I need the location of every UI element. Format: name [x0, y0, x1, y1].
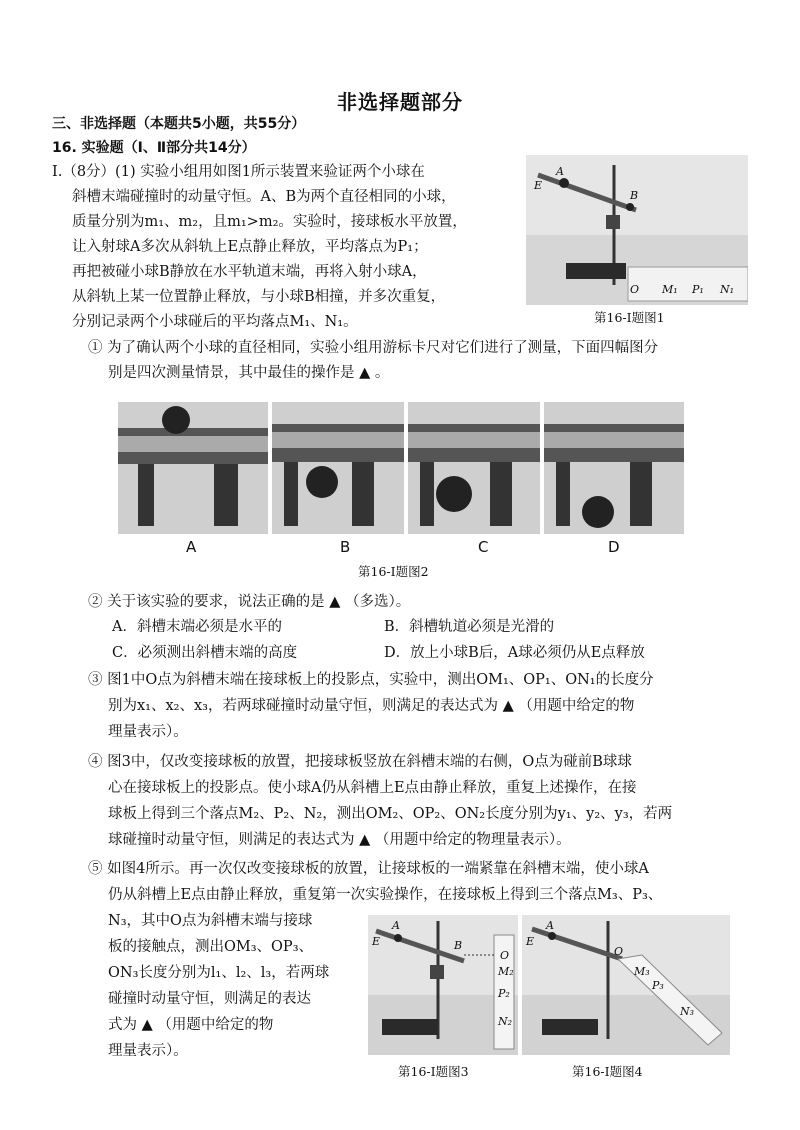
question-16-heading: 16. 实验题（Ⅰ、Ⅱ部分共14分）: [52, 140, 256, 156]
q5-line: 理量表示）。: [108, 1043, 188, 1059]
fig4-label-e: E: [526, 935, 535, 948]
q4-line: 球碰撞时动量守恒，则满足的表达式为 ▲ （用题中给定的物理量表示）。: [108, 832, 571, 848]
fig3-label-m: M₂: [498, 965, 514, 978]
q1-line: ① 为了确认两个小球的直径相同，实验小组用游标卡尺对它们进行了测量，下面四幅图分: [88, 340, 659, 356]
fig4-label-n: N₃: [680, 1005, 695, 1018]
figure-3-photo: [368, 915, 518, 1055]
figure-1-photo: [526, 155, 748, 305]
fig3-label-o: O: [500, 949, 510, 962]
intro-line: 分别记录两个小球碰后的平均落点M₁、N₁。: [72, 314, 358, 330]
fig1-label-a: A: [556, 165, 564, 178]
fig4-label-p: P₃: [652, 979, 664, 992]
caliper-label-b: B: [340, 538, 351, 556]
q5-line: 式为 ▲ （用题中给定的物: [108, 1017, 274, 1033]
q3-line: 理量表示）。: [108, 724, 188, 740]
fig1-label-n: N₁: [720, 283, 735, 296]
caliper-label-d: D: [608, 538, 620, 556]
fig3-label-e: E: [372, 935, 381, 948]
caliper-photo-a: [118, 402, 268, 534]
q2-stem: ② 关于该实验的要求，说法正确的是 ▲ （多选）。: [88, 594, 411, 610]
figure-2-caption: 第16-Ⅰ题图2: [358, 564, 429, 579]
caliper-b-illustration: [272, 402, 404, 534]
caliper-d-illustration: [544, 402, 684, 534]
caliper-label-a: A: [186, 538, 197, 556]
q5-line: ON₃长度分别为l₁、l₂、l₃，若两球: [108, 965, 330, 981]
intro-line: 再把被碰小球B静放在水平轨道末端，再将入射小球A，: [72, 264, 427, 280]
intro-line: 斜槽末端碰撞时的动量守恒。A、B为两个直径相同的小球，: [72, 189, 456, 205]
caliper-photo-b: [272, 402, 404, 534]
fig1-label-p: P₁: [692, 283, 704, 296]
q1-line: 别是四次测量情景，其中最佳的操作是 ▲ 。: [108, 365, 390, 381]
caliper-label-c: C: [478, 538, 489, 556]
fig1-label-m: M₁: [662, 283, 678, 296]
fig3-label-n: N₂: [498, 1015, 513, 1028]
q4-line: 球板上得到三个落点M₂、P₂、N₂，测出OM₂、OP₂、ON₂长度分别为y₁、y₂、y₃，若两: [108, 806, 673, 822]
figure-3-illustration: [368, 915, 518, 1055]
q2-option-c: C．必须测出斜槽末端的高度: [112, 645, 298, 661]
q2-option-b: B．斜槽轨道必须是光滑的: [384, 619, 555, 635]
fig1-label-e: E: [534, 179, 543, 192]
figure-1-caption: 第16-Ⅰ题图1: [594, 310, 665, 325]
caliper-photo-d: [544, 402, 684, 534]
q4-line: ④ 图3中，仅改变接球板的放置，把接球板竖放在斜槽末端的右侧，O点为碰前B球球: [88, 754, 632, 770]
fig3-label-p: P₂: [498, 987, 510, 1000]
fig4-label-o: O: [614, 945, 624, 958]
q4-line: 心在接球板上的投影点。使小球A仍从斜槽上E点由静止释放，重复上述操作，在接: [108, 780, 637, 796]
fig4-label-m: M₃: [634, 965, 650, 978]
figure-4-illustration: [522, 915, 730, 1055]
caliper-c-illustration: [408, 402, 540, 534]
q3-line: 别为x₁、x₂、x₃，若两球碰撞时动量守恒，则满足的表达式为 ▲ （用题中给定的物: [108, 698, 635, 714]
fig1-label-o: O: [630, 283, 640, 296]
fig4-label-a: A: [546, 919, 554, 932]
caliper-a-illustration: [118, 402, 268, 534]
q2-option-d: D．放上小球B后，A球必须仍从E点释放: [384, 645, 645, 661]
intro-line: Ⅰ.（8分）(1) 实验小组用如图1所示装置来验证两个小球在: [52, 164, 425, 180]
q5-line: 板的接触点，测出OM₃、OP₃、: [108, 939, 314, 955]
figure-4-caption: 第16-Ⅰ题图4: [572, 1064, 643, 1079]
intro-line: 从斜轨上某一位置静止释放，与小球B相撞，并多次重复，: [72, 289, 446, 305]
figure-3-caption: 第16-Ⅰ题图3: [398, 1064, 469, 1079]
fig1-label-b: B: [630, 189, 639, 202]
caliper-photo-c: [408, 402, 540, 534]
q5-line: N₃，其中O点为斜槽末端与接球: [108, 913, 313, 929]
q3-line: ③ 图1中O点为斜槽末端在接球板上的投影点，实验中，测出OM₁、OP₁、ON₁的长度分: [88, 672, 654, 688]
q2-option-a: A．斜槽末端必须是水平的: [112, 619, 282, 635]
intro-line: 质量分别为m₁、m₂，且m₁>m₂。实验时，接球板水平放置，: [72, 214, 467, 230]
section-heading: 三、非选择题（本题共5小题，共55分）: [52, 116, 306, 132]
fig3-label-a: A: [392, 919, 400, 932]
q5-line: ⑤ 如图4所示。再一次仅改变接球板的放置，让接球板的一端紧靠在斜槽末端，使小球A: [88, 861, 649, 877]
figure-4-photo: [522, 915, 730, 1055]
section-title: 非选择题部分: [337, 90, 463, 114]
fig3-label-b: B: [454, 939, 463, 952]
intro-line: 让入射球A多次从斜轨上E点静止释放，平均落点为P₁；: [72, 239, 428, 255]
q5-line: 仍从斜槽上E点由静止释放，重复第一次实验操作，在接球板上得到三个落点M₃、P₃、: [108, 887, 663, 903]
q5-line: 碰撞时动量守恒，则满足的表达: [108, 991, 311, 1007]
apparatus-illustration: [526, 155, 748, 305]
